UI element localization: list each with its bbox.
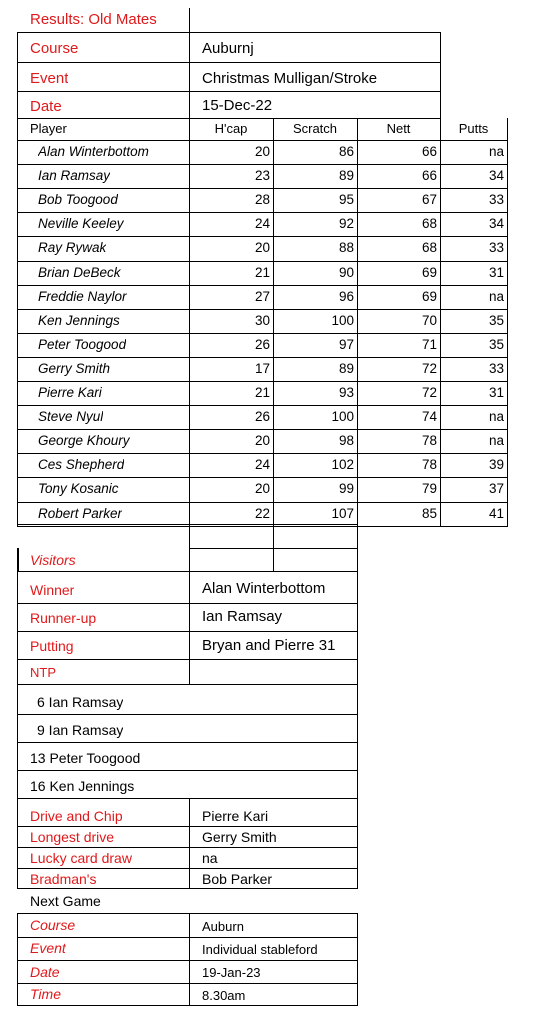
nett-cell: 72 <box>421 385 437 400</box>
putts-cell: 37 <box>488 481 504 496</box>
player-name: Steve Nyul <box>38 409 104 424</box>
drive-chip-label: Drive and Chip <box>30 808 123 824</box>
scratch-cell: 107 <box>331 506 354 521</box>
scratch-cell: 96 <box>338 289 354 304</box>
lucky-card-value: na <box>202 850 218 866</box>
player-name: Gerry Smith <box>38 361 111 376</box>
next-date-value: 19-Jan-23 <box>202 965 261 980</box>
nett-cell: 70 <box>421 313 437 328</box>
event-label: Event <box>30 70 69 87</box>
handicap-cell: 24 <box>254 216 270 231</box>
nett-cell: 68 <box>421 240 437 255</box>
column-header: Putts <box>458 121 489 136</box>
column-header: Nett <box>386 121 411 136</box>
handicap-cell: 21 <box>254 385 270 400</box>
handicap-cell: 30 <box>254 313 270 328</box>
handicap-cell: 26 <box>254 337 270 352</box>
player-name: Peter Toogood <box>38 337 127 352</box>
longest-drive-label: Longest drive <box>30 829 115 845</box>
player-name: Pierre Kari <box>38 385 102 400</box>
putting-label: Putting <box>30 638 74 654</box>
date-label: Date <box>30 98 62 115</box>
runnerup-value: Ian Ramsay <box>202 608 283 625</box>
ntp-item: 9 Ian Ramsay <box>37 722 124 738</box>
handicap-cell: 28 <box>254 192 270 207</box>
next-event-label: Event <box>30 940 66 956</box>
next-course-label: Course <box>30 917 76 933</box>
handicap-cell: 26 <box>254 409 270 424</box>
bradman-label: Bradman's <box>30 871 97 887</box>
player-name: Freddie Naylor <box>38 289 127 304</box>
next-time-label: Time <box>30 986 61 1002</box>
scratch-cell: 99 <box>338 481 354 496</box>
nett-cell: 79 <box>421 481 437 496</box>
handicap-cell: 21 <box>254 265 270 280</box>
scratch-cell: 92 <box>338 216 354 231</box>
ntp-item: 16 Ken Jennings <box>30 778 135 794</box>
column-header: Player <box>30 121 67 136</box>
putts-cell: na <box>488 409 504 424</box>
ntp-item: 13 Peter Toogood <box>30 750 141 766</box>
handicap-cell: 24 <box>254 457 270 472</box>
putts-cell: 33 <box>488 361 504 376</box>
nett-cell: 85 <box>421 506 437 521</box>
bradman-value: Bob Parker <box>202 871 273 887</box>
putts-cell: 34 <box>488 216 504 231</box>
nett-cell: 78 <box>421 457 437 472</box>
putts-cell: 31 <box>488 265 504 280</box>
ntp-item: 6 Ian Ramsay <box>37 694 124 710</box>
drive-chip-value: Pierre Kari <box>202 808 269 824</box>
column-header: H'cap <box>214 121 248 136</box>
scratch-cell: 86 <box>338 144 354 159</box>
nett-cell: 72 <box>421 361 437 376</box>
player-name: Robert Parker <box>38 506 123 521</box>
player-name: Ray Rywak <box>38 240 107 255</box>
handicap-cell: 17 <box>254 361 270 376</box>
date-value: 15-Dec-22 <box>202 97 273 114</box>
putting-value: Bryan and Pierre 31 <box>202 637 336 654</box>
next-course-value: Auburn <box>202 919 244 934</box>
scratch-cell: 100 <box>331 313 354 328</box>
player-name: Ces Shepherd <box>38 457 125 472</box>
handicap-cell: 20 <box>254 240 270 255</box>
results-title: Results: Old Mates <box>30 11 157 28</box>
nett-cell: 74 <box>421 409 437 424</box>
putts-cell: 35 <box>488 313 504 328</box>
winner-label: Winner <box>30 582 75 598</box>
putts-cell: 33 <box>488 240 504 255</box>
nett-cell: 69 <box>421 265 437 280</box>
putts-cell: na <box>488 289 504 304</box>
winner-value: Alan Winterbottom <box>202 580 326 597</box>
longest-drive-value: Gerry Smith <box>202 829 277 845</box>
nett-cell: 66 <box>421 168 437 183</box>
putts-cell: 39 <box>488 457 504 472</box>
scratch-cell: 90 <box>338 265 354 280</box>
player-name: Ian Ramsay <box>38 168 111 183</box>
nett-cell: 66 <box>421 144 437 159</box>
ntp-label: NTP <box>30 665 56 680</box>
scratch-cell: 93 <box>338 385 354 400</box>
scratch-cell: 95 <box>338 192 354 207</box>
column-header: Scratch <box>292 121 338 136</box>
visitors-label: Visitors <box>30 552 76 568</box>
player-name: Neville Keeley <box>38 216 124 231</box>
next-game-heading: Next Game <box>30 893 101 909</box>
handicap-cell: 20 <box>254 481 270 496</box>
nett-cell: 78 <box>421 433 437 448</box>
scratch-cell: 89 <box>338 168 354 183</box>
putts-cell: 31 <box>488 385 504 400</box>
event-value: Christmas Mulligan/Stroke <box>202 70 378 87</box>
next-date-label: Date <box>30 964 60 980</box>
course-value: Auburnj <box>202 40 254 57</box>
putts-cell: 33 <box>488 192 504 207</box>
putts-cell: na <box>488 144 504 159</box>
nett-cell: 69 <box>421 289 437 304</box>
scratch-cell: 97 <box>338 337 354 352</box>
handicap-cell: 23 <box>254 168 270 183</box>
course-label: Course <box>30 40 79 57</box>
lucky-card-label: Lucky card draw <box>30 850 132 866</box>
nett-cell: 68 <box>421 216 437 231</box>
putts-cell: na <box>488 433 504 448</box>
handicap-cell: 20 <box>254 144 270 159</box>
handicap-cell: 27 <box>254 289 270 304</box>
handicap-cell: 22 <box>254 506 270 521</box>
player-name: Tony Kosanic <box>38 481 119 496</box>
player-name: Alan Winterbottom <box>38 144 149 159</box>
nett-cell: 67 <box>421 192 437 207</box>
scratch-cell: 88 <box>338 240 354 255</box>
next-time-value: 8.30am <box>202 988 246 1003</box>
next-event-value: Individual stableford <box>202 942 318 957</box>
player-name: Brian DeBeck <box>38 265 121 280</box>
putts-cell: 34 <box>488 168 504 183</box>
scratch-cell: 100 <box>331 409 354 424</box>
handicap-cell: 20 <box>254 433 270 448</box>
nett-cell: 71 <box>421 337 437 352</box>
player-name: Bob Toogood <box>38 192 118 207</box>
putts-cell: 41 <box>488 506 504 521</box>
runnerup-label: Runner-up <box>30 610 97 626</box>
player-name: George Khoury <box>38 433 130 448</box>
player-name: Ken Jennings <box>38 313 120 328</box>
scratch-cell: 98 <box>338 433 354 448</box>
scratch-cell: 102 <box>331 457 354 472</box>
putts-cell: 35 <box>488 337 504 352</box>
scratch-cell: 89 <box>338 361 354 376</box>
